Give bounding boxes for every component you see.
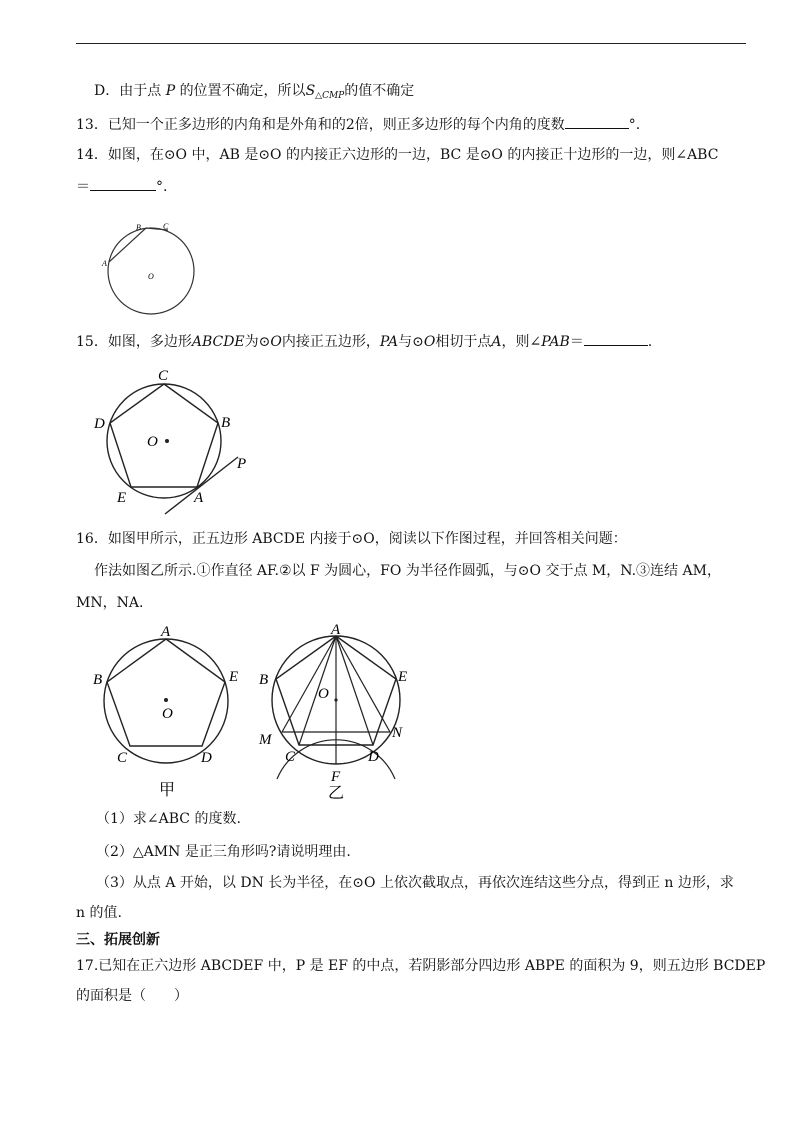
q14-chord-ab [109,228,146,262]
q17-text-end: 的面积是（ ） [76,988,188,1004]
area-subscript: △CMP [315,91,345,101]
q15-equals: ＝ [569,334,584,350]
q15-center-dot [165,439,169,443]
q13-suffix: °. [628,117,641,133]
q14-label-a: A [102,259,107,268]
q15-label-o: O [147,434,158,450]
q15-mid3: 与⊙ [398,334,424,350]
q15-mid2: 内接正五边形， [281,334,380,350]
question-17-line2 [76,986,188,1006]
q15-label-b: B [221,415,231,431]
q13-text: 13．已知一个正多边形的内角和是外角和的2倍，则正多边形的每个内角的度数 [76,117,565,133]
q15-pab: PAB [541,334,570,350]
yi-segment-am [282,636,336,732]
jia-caption: 甲 [159,782,176,799]
question-15 [76,331,652,352]
q15-answer-blank[interactable] [584,331,648,346]
jia-label-b: B [93,672,103,688]
jia-label-a: A [161,624,171,640]
section-3-title: 三、拓展创新 [76,932,160,948]
q16-text: 16．如图甲所示，正五边形 ABCDE 内接于⊙O，阅读以下作图过程，并回答相关问题： [76,531,627,547]
q16-figure-jia [90,618,250,800]
q14-suffix: °. [156,179,168,195]
jia-label-o: O [162,706,173,722]
yi-caption: 乙 [328,785,345,800]
jia-center-dot [164,698,168,702]
q15-pentagon [110,384,218,487]
q15-mid4: 相切于点 [435,334,492,350]
q15-period: . [647,334,653,350]
q16-sub1-text: （1）求∠ABC 的度数. [96,811,241,827]
question-14-line1 [76,145,718,165]
q16-sub2-text: （2）△AMN 是正三角形吗?请说明理由. [96,844,351,860]
q14-answer-blank[interactable] [90,176,156,191]
question-17-line1 [76,956,765,976]
q16-method: 作法如图乙所示.①作直径 AF.②以 F 为圆心，FO 为半径作圆弧，与⊙O 交于点 M，N.③连结 AM， [94,563,721,579]
q15-pa: PA [379,334,399,350]
q15-figure [90,364,260,516]
yi-label-e: E [398,669,408,685]
yi-label-a: A [331,622,341,638]
q14-label-b: B [136,223,141,232]
q15-mid1: 为⊙ [244,334,271,350]
section-title [76,930,160,950]
q15-a: A [491,334,502,350]
q15-circle [107,384,221,498]
question-13 [76,114,640,135]
q16-sub3-end: n 的值. [76,905,122,921]
q15-text: 15．如图，多边形 [76,334,192,350]
q14-label-o: O [148,272,154,281]
question-14-line2 [76,176,167,197]
yi-label-d: D [368,749,379,765]
question-16-line2 [94,561,721,581]
yi-label-n: N [392,725,403,741]
q15-label-d: D [94,416,105,432]
yi-label-c: C [285,749,296,765]
yi-label-o: O [318,686,329,702]
header-rule [76,43,746,44]
option-d-mid: 的位置不确定，所以 [179,83,306,99]
jia-label-e: E [229,669,239,685]
q14-equals: ＝ [76,179,90,195]
q15-label-c: C [158,368,169,384]
q15-poly: ABCDE [191,334,245,350]
question-16-line3 [76,593,143,613]
q16-figure-yi [255,618,415,800]
q14-figure [96,214,206,318]
q17-text: 17.已知在正六边形 ABCDEF 中，P 是 EF 的中点，若阴影部分四边形 ABPE 的面积为 9，则五边形 BCDEP [76,958,766,974]
question-16-line1 [76,529,627,549]
q15-o2: O [423,334,436,350]
var-p: P [165,83,176,99]
jia-label-c: C [117,750,128,766]
q16-method-end: MN，NA. [76,595,144,611]
q15-label-a: A [194,490,204,506]
option-d-end: 的值不确定 [344,83,415,99]
question-16-sub3-line2 [76,903,122,923]
area-symbol: S [305,83,316,99]
q14-label-c: C [163,222,169,231]
question-16-sub2 [96,842,351,862]
q15-label-e: E [117,490,127,506]
q16-sub3-text: （3）从点 A 开始，以 DN 长为半径，在⊙O 上依次截取点，再依次连结这些分点，得到正 n 边形，求 [96,875,734,891]
question-16-sub3-line1 [96,873,734,893]
option-d-text: D．由于点 [94,83,162,99]
yi-center-dot [334,698,337,701]
q14-text: 14．如图，在⊙O 中，AB 是⊙O 的内接正六边形的一边，BC 是⊙O 的内接正十边形的一边，则∠ABC [76,147,719,163]
yi-label-m: M [259,732,272,748]
option-d [94,81,414,106]
q15-o: O [270,334,282,350]
yi-segment-ad [336,636,373,745]
yi-label-b: B [259,672,269,688]
q15-mid5: ，则∠ [501,334,542,350]
yi-segment-an [336,636,390,732]
yi-label-f: F [331,769,341,785]
q14-circle [108,228,194,314]
jia-label-d: D [201,750,212,766]
q13-answer-blank[interactable] [565,114,629,129]
q15-label-p: P [237,456,247,472]
question-16-sub1 [96,809,241,829]
